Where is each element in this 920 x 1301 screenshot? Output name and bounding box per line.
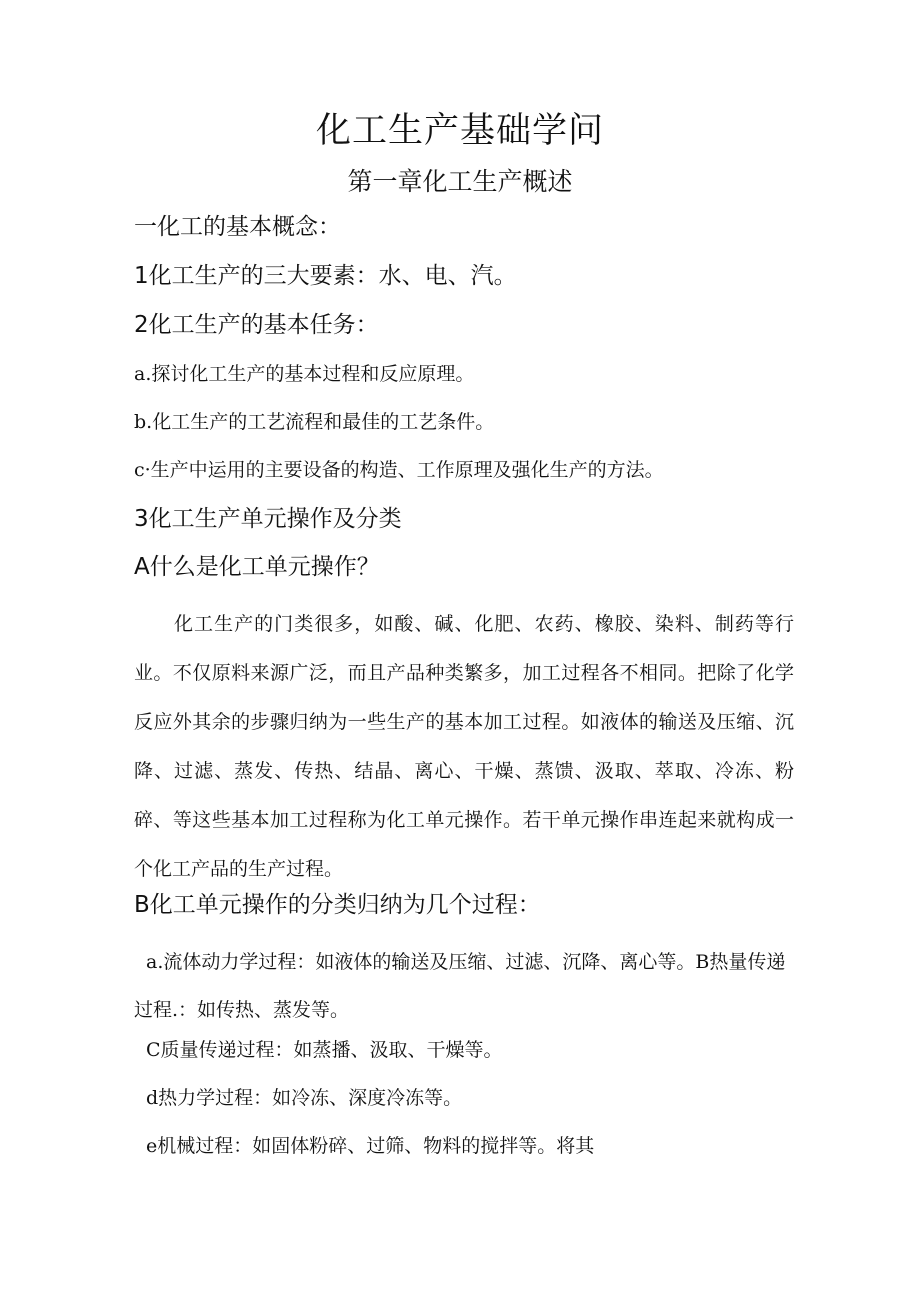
classification-item-a-b <box>134 938 794 1034</box>
question-what-is-unit-operation: A什么是化工单元操作？ <box>134 554 380 580</box>
task-item-c: c·生产中运用的主要设备的构造、工作原理及强化生产的方法。 <box>134 459 664 481</box>
question-classification: B化工单元操作的分类归纳为几个过程： <box>134 892 541 918</box>
classification-item-a-b-text: a.流体动力学过程：如液体的输送及压缩、过滤、沉降、离心等。B热量传递过程.：如传热、蒸发等。 <box>134 951 786 1021</box>
task-item-b: b.化工生产的工艺流程和最佳的工艺条件。 <box>134 411 495 433</box>
document-title: 化工生产基础学问 <box>315 111 604 151</box>
classification-item-d: d热力学过程：如冷冻、深度冷冻等。 <box>146 1087 463 1109</box>
point-basic-tasks: 2化工生产的基本任务： <box>134 312 379 338</box>
classification-item-c: C质量传递过程：如蒸播、汲取、干燥等。 <box>146 1039 503 1061</box>
unit-operation-paragraph: 化工生产的门类很多，如酸、碱、化肥、农药、橡胶、染料、制药等行业。不仅原料来源广泛，而且产品种类繁多，加工过程各不相同。把除了化学反应外其余的步骤归纳为一些生产的基本加工过程。如液体的输送及压缩、沉降、过滤、蒸发、传热、结晶、离心、干燥、蒸馈、汲取、萃取、冷冻、粉碎、等这些基本加工过程称为化工单元操作。若干单元操作串连起来就构成一个化工产品的生产过程。 <box>134 613 794 880</box>
chapter-title: 第一章化工生产概述 <box>347 167 573 196</box>
point-unit-operations: 3化工生产单元操作及分类 <box>134 506 402 532</box>
section-heading-basic-concepts: 一化工的基本概念： <box>134 214 341 240</box>
classification-item-e: e机械过程：如固体粉碎、过筛、物料的搅拌等。将其 <box>146 1135 595 1157</box>
task-item-a: a.探讨化工生产的基本过程和反应原理。 <box>134 363 475 385</box>
point-three-elements: 1化工生产的三大要素：水、电、汽。 <box>134 263 517 289</box>
